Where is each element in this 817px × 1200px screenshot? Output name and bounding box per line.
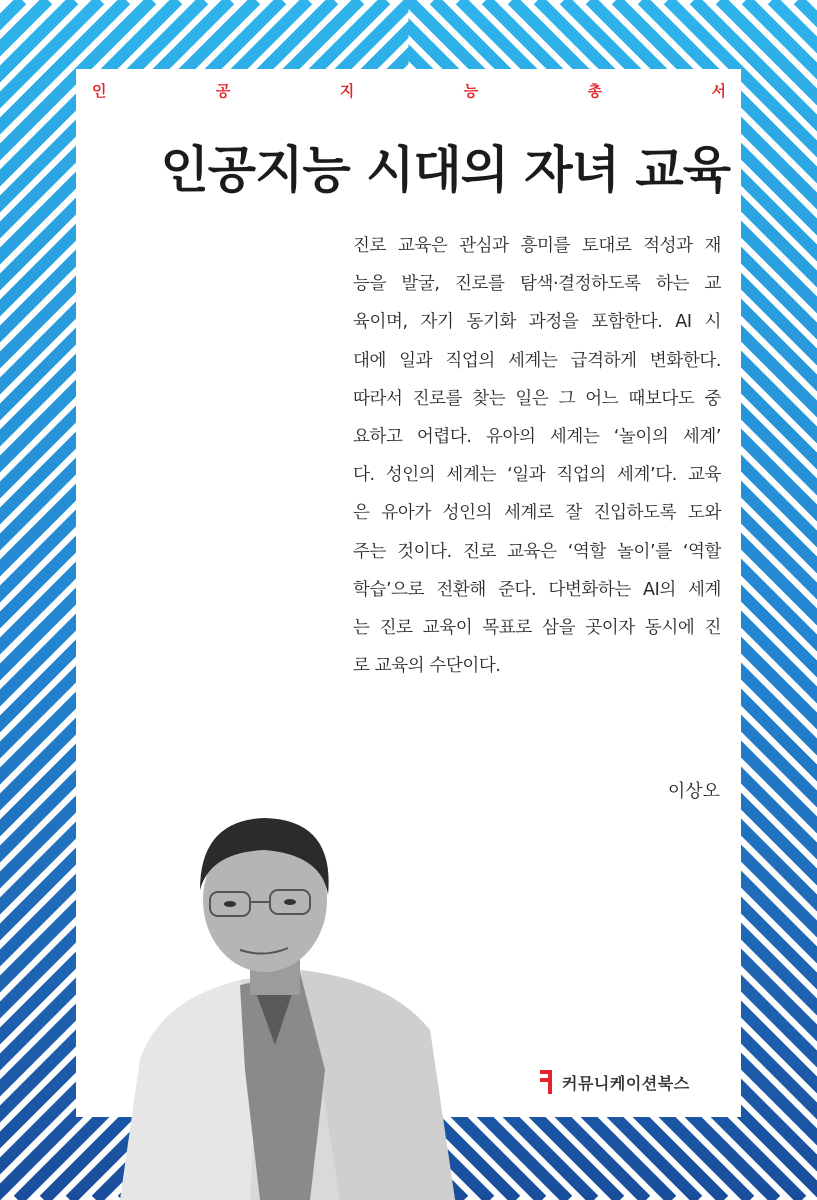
description-line: 능을 발굴, 진로를 탐색·결정하도록 하는 교 (353, 274, 721, 295)
description-line: 요하고 어렵다. 유아의 세계는 ‘놀이의 세계’ (353, 427, 721, 448)
author-name: 이상오 (667, 781, 720, 802)
description-line: 학습’으로 전환해 준다. 다변화하는 AI의 세계 (353, 579, 721, 600)
description-line: 대에 일과 직업의 세계는 급격하게 변화한다. (353, 350, 721, 371)
publisher-mark-icon (538, 1068, 554, 1096)
description-line: 진로 교육은 관심과 흥미를 토대로 적성과 재 (353, 236, 721, 256)
book-title: 인공지능 시대의 자녀 교육 (160, 141, 730, 199)
author-photo (60, 810, 480, 1200)
series-char: 능 (463, 82, 479, 100)
series-char: 서 (711, 82, 726, 100)
series-label (92, 80, 726, 101)
book-description (353, 227, 721, 685)
description-line: 따라서 진로를 찾는 일은 그 어느 때보다도 중 (353, 388, 721, 409)
series-char: 지 (339, 82, 355, 100)
series-char: 총 (587, 82, 603, 100)
description-line: 는 진로 교육이 목표로 삼을 곳이자 동시에 진 (353, 618, 721, 639)
series-char: 인 (92, 82, 107, 100)
description-line: 다. 성인의 세계는 ‘일과 직업의 세계’다. 교육 (353, 465, 721, 486)
description-line: 은 유아가 성인의 세계로 잘 진입하도록 도와 (353, 503, 721, 524)
publisher-logo (538, 1068, 690, 1096)
description-line: 육이며, 자기 동기화 과정을 포함한다. AI 시 (353, 312, 721, 333)
description-line: 로 교육의 수단이다. (353, 656, 501, 677)
description-line: 주는 것이다. 진로 교육은 ‘역할 놀이’를 ‘역할 (353, 541, 721, 562)
publisher-name: 커뮤니케이션북스 (562, 1073, 690, 1093)
series-char: 공 (215, 82, 231, 100)
